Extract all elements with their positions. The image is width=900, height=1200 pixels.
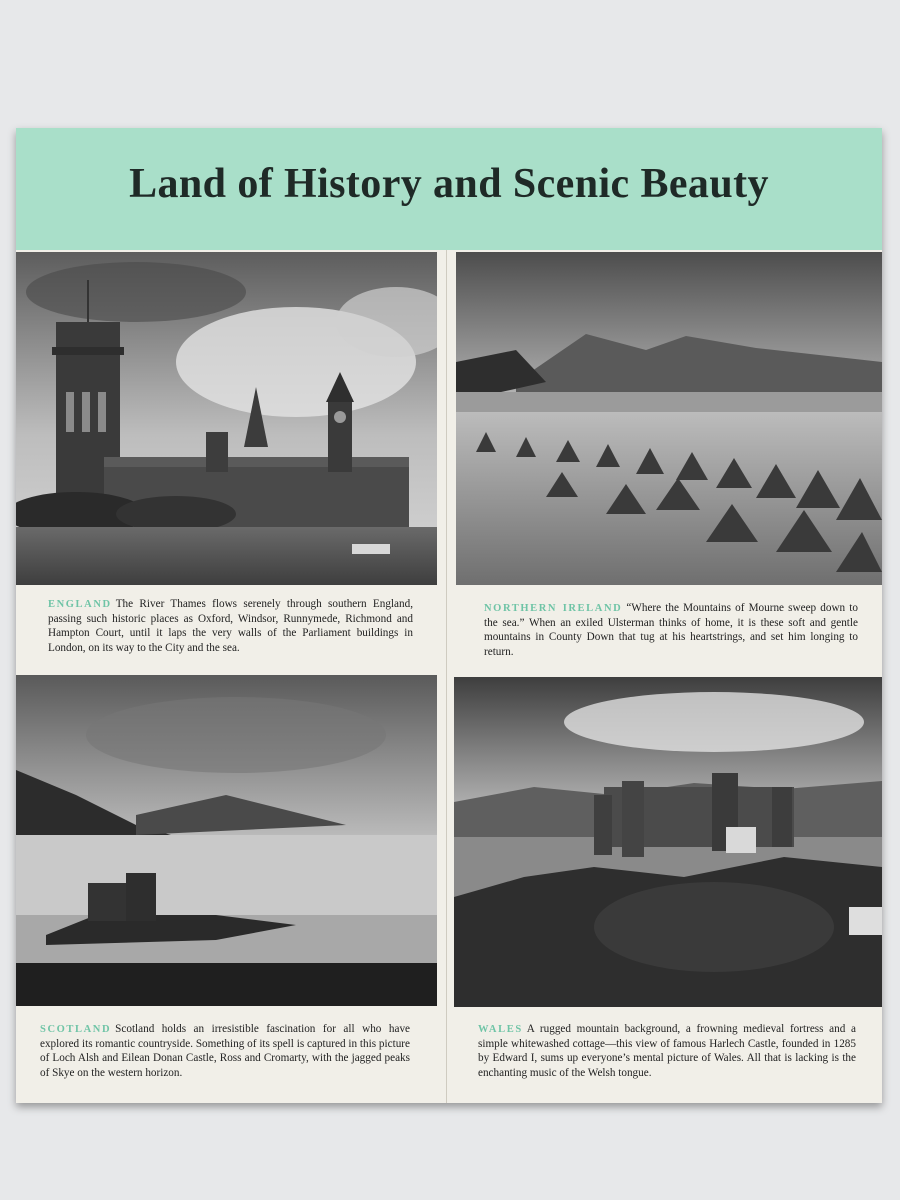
northern-ireland-region-label: NORTHERN IRELAND — [484, 603, 623, 614]
scotland-caption-text: Scotland holds an irresistible fascination for all who have explored its romantic countryside. Something of its spell is captured in this picture of Loch Alsh and Eilean Donan Castle, Ross and Cromarty, with the jagged peaks of Skye on the western horizon. — [40, 1023, 410, 1079]
wales-caption — [478, 1022, 856, 1080]
northern-ireland-photo — [456, 252, 882, 585]
wales-photo — [454, 677, 882, 1007]
england-caption-text: The River Thames flows serenely through southern England, passing such historic places as Oxford, Windsor, Runnymede, Richmond and Hampton Court, until it laps the very walls of the Parliament buildings in London, on its way to the City and the sea. — [48, 598, 413, 654]
england-photo — [16, 252, 437, 585]
scotland-region-label: SCOTLAND — [40, 1024, 112, 1035]
title-band — [16, 128, 882, 250]
brochure-spread — [16, 128, 882, 1103]
northern-ireland-caption-text: “Where the Mountains of Mourne sweep down to the sea.” When an exiled Ulsterman thinks of home, it is these soft and gentle mountains in County Down that tug at his heartstrings, and set him longing to return. — [484, 602, 859, 658]
england-caption — [48, 597, 413, 655]
wales-caption-text: A rugged mountain background, a frowning medieval fortress and a simple whitewashed cottage—this view of famous Harlech Castle, founded in 1285 by Edward I, sums up everyone’s mental picture of Wales. All that is lacking is the enchanting music of the Welsh tongue. — [478, 1023, 856, 1079]
scotland-photo — [16, 675, 437, 1006]
wales-region-label: WALES — [478, 1024, 523, 1035]
scotland-caption — [40, 1022, 410, 1080]
page-title: Land of History and Scenic Beauty — [129, 161, 769, 207]
northern-ireland-caption — [484, 601, 858, 659]
england-region-label: ENGLAND — [48, 599, 112, 610]
center-fold — [446, 250, 447, 1103]
